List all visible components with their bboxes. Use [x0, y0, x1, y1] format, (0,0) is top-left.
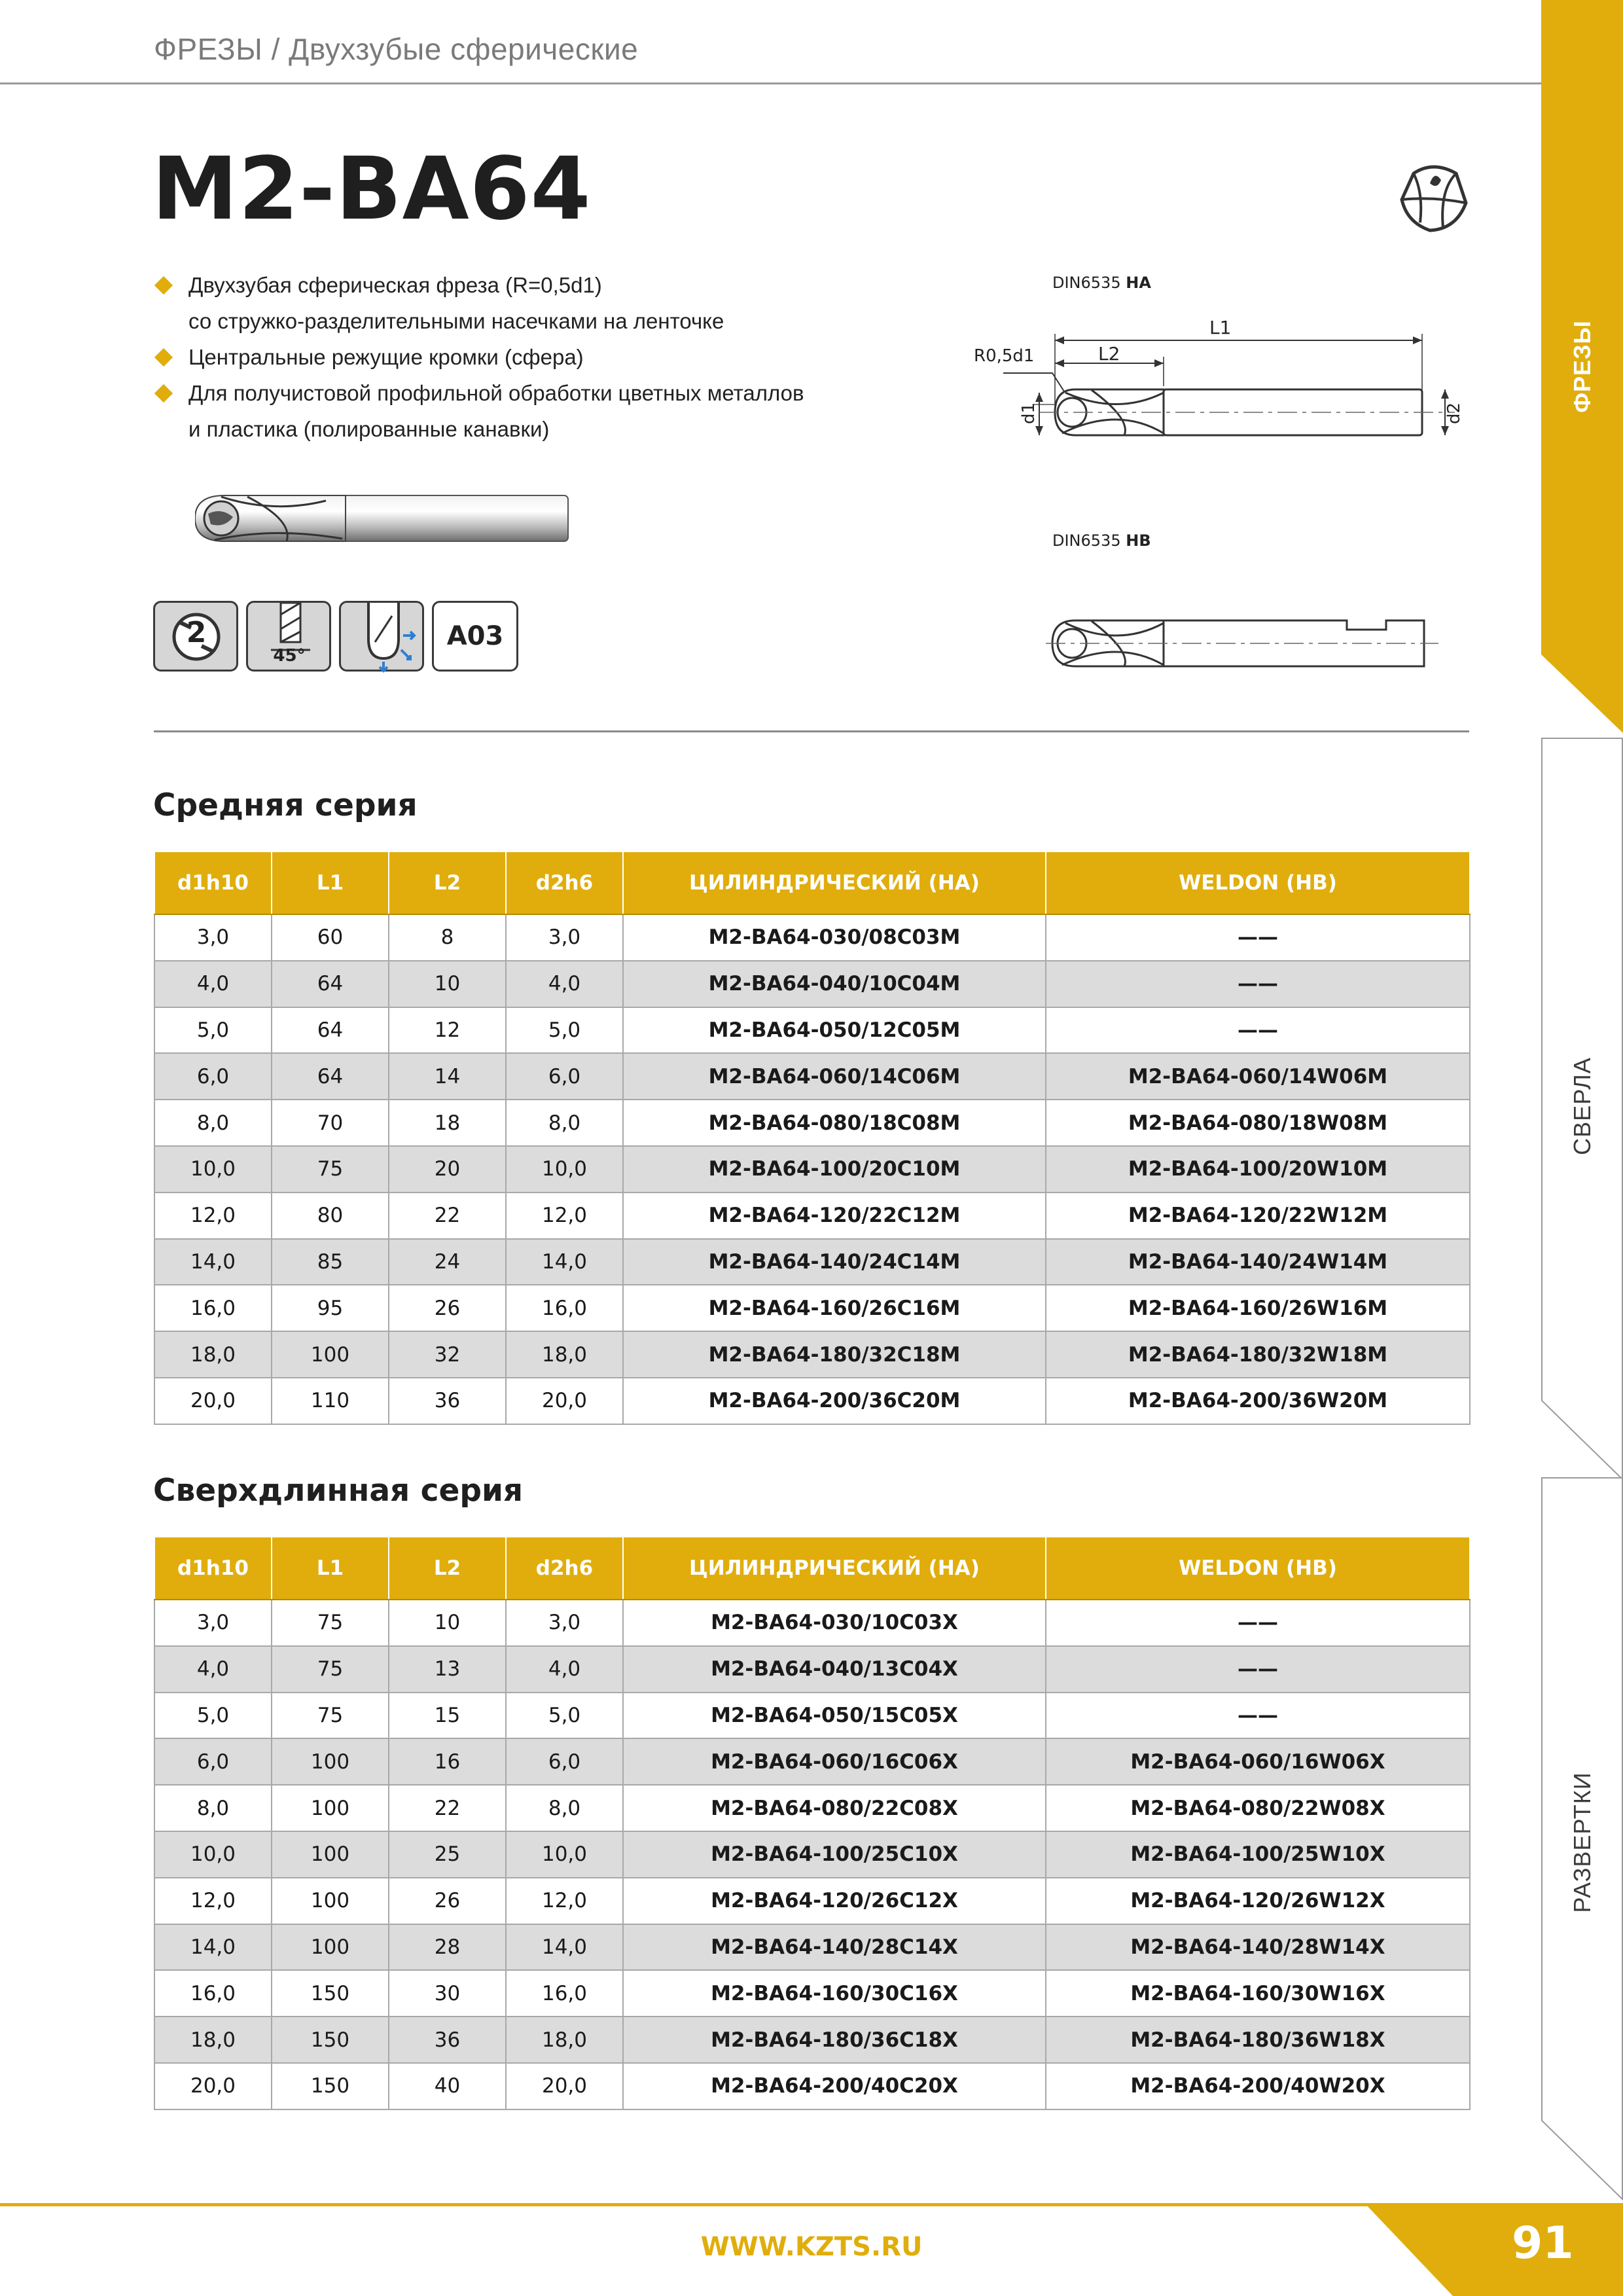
article-code-cell: M2-BA64-060/14C06M: [623, 1053, 1046, 1100]
feature-item: со стружко-разделительными насечками на ленточке: [188, 309, 724, 333]
header-divider: [0, 82, 1541, 84]
dimension-cell: 64: [272, 961, 389, 1007]
tab-label-frezy[interactable]: ФРЕЗЫ: [1568, 320, 1596, 413]
dimension-cell: 28: [389, 1924, 506, 1971]
dimension-cell: 36: [389, 1378, 506, 1424]
column-header: L1: [272, 1537, 389, 1600]
property-badges: [153, 601, 518, 672]
dimension-cell: 4,0: [506, 1646, 623, 1693]
table-row: [154, 1100, 1470, 1146]
dimension-cell: 6,0: [506, 1738, 623, 1785]
article-code-cell: M2-BA64-140/28C14X: [623, 1924, 1046, 1971]
table-row: [154, 1239, 1470, 1285]
extra-long-series-title: Сверхдлинная серия: [153, 1473, 524, 1509]
table-row: [154, 1146, 1470, 1193]
diamond-bullet-icon: [154, 384, 173, 403]
table-row: [154, 914, 1470, 961]
feature-item: Для получистовой профильной обработки цветных металлов: [143, 375, 928, 411]
article-code-cell: M2-BA64-140/24W14M: [1046, 1239, 1470, 1285]
table-row: [154, 1193, 1470, 1239]
table-row: [154, 1970, 1470, 2017]
tab-corner: [1541, 655, 1623, 734]
article-code-cell: M2-BA64-040/10C04M: [623, 961, 1046, 1007]
article-code-cell: M2-BA64-180/36W18X: [1046, 2017, 1470, 2063]
dimension-cell: 16,0: [506, 1970, 623, 2017]
dimension-cell: 85: [272, 1239, 389, 1285]
dimension-cell: 150: [272, 1970, 389, 2017]
article-code-cell: M2-BA64-180/36C18X: [623, 2017, 1046, 2063]
article-code-cell: M2-BA64-060/16W06X: [1046, 1738, 1470, 1785]
dimension-cell: 8,0: [506, 1785, 623, 1831]
dimension-cell: 20,0: [506, 1378, 623, 1424]
dimension-cell: 100: [272, 1331, 389, 1378]
table-header-row: [154, 1537, 1470, 1600]
table-row: [154, 1646, 1470, 1693]
dimension-cell: 14,0: [506, 1924, 623, 1971]
article-code-cell: M2-BA64-100/20C10M: [623, 1146, 1046, 1193]
section-divider: [154, 730, 1469, 732]
article-code-cell: M2-BA64-100/25C10X: [623, 1831, 1046, 1878]
extra-long-series-table: [154, 1536, 1471, 2110]
dimension-cell: 14: [389, 1053, 506, 1100]
dimension-cell: 70: [272, 1100, 389, 1146]
article-code-cell: M2-BA64-160/30C16X: [623, 1970, 1046, 2017]
article-code-cell: M2-BA64-080/22C08X: [623, 1785, 1046, 1831]
dimension-cell: 8,0: [154, 1785, 272, 1831]
table-row: [154, 1924, 1470, 1971]
column-header: d1h10: [154, 852, 272, 914]
tab-label-razvertki[interactable]: РАЗВЕРТКИ: [1568, 1772, 1596, 1913]
table-row: [154, 1831, 1470, 1878]
dimension-cell: 75: [272, 1646, 389, 1693]
dimension-cell: 5,0: [154, 1693, 272, 1739]
dimension-cell: 18,0: [154, 2017, 272, 2063]
dimension-cell: 12,0: [506, 1878, 623, 1924]
article-code-cell: ——: [1046, 961, 1470, 1007]
column-header: WELDON (HB): [1046, 1537, 1470, 1600]
table-row: [154, 1007, 1470, 1054]
dimension-cell: 100: [272, 1785, 389, 1831]
article-code-cell: M2-BA64-160/26W16M: [1046, 1285, 1470, 1331]
dimension-cell: 95: [272, 1285, 389, 1331]
dimension-cell: 4,0: [154, 961, 272, 1007]
dimension-cell: 20,0: [154, 2063, 272, 2109]
table-row: [154, 2017, 1470, 2063]
svg-text:L1: L1: [1209, 317, 1232, 338]
article-code-cell: ——: [1046, 1693, 1470, 1739]
dimension-cell: 6,0: [154, 1738, 272, 1785]
svg-text:R0,5d1: R0,5d1: [974, 346, 1035, 366]
table-row: [154, 1053, 1470, 1100]
article-code-cell: M2-BA64-040/13C04X: [623, 1646, 1046, 1693]
product-title: M2-BA64: [152, 139, 592, 240]
column-header: ЦИЛИНДРИЧЕСКИЙ (HA): [623, 852, 1046, 914]
column-header: ЦИЛИНДРИЧЕСКИЙ (HA): [623, 1537, 1046, 1600]
dimension-cell: 20,0: [506, 2063, 623, 2109]
dimension-cell: 75: [272, 1600, 389, 1646]
page-number: 91: [1512, 2217, 1574, 2269]
dimension-cell: 10: [389, 1600, 506, 1646]
article-code-cell: M2-BA64-050/12C05M: [623, 1007, 1046, 1054]
dimension-cell: 4,0: [154, 1646, 272, 1693]
table-row: [154, 1331, 1470, 1378]
breadcrumb: ФРЕЗЫ / Двухзубые сферические: [154, 32, 639, 66]
dimension-cell: 20,0: [154, 1378, 272, 1424]
website-link[interactable]: WWW.KZTS.RU: [700, 2232, 923, 2262]
dimension-cell: 4,0: [506, 961, 623, 1007]
dimension-cell: 24: [389, 1239, 506, 1285]
dimension-cell: 25: [389, 1831, 506, 1878]
dimension-cell: 3,0: [506, 1600, 623, 1646]
table-row: [154, 1785, 1470, 1831]
dimension-cell: 110: [272, 1378, 389, 1424]
dimension-cell: 64: [272, 1053, 389, 1100]
dimension-cell: 18: [389, 1100, 506, 1146]
table-row: [154, 1378, 1470, 1424]
dimension-cell: 100: [272, 1924, 389, 1971]
svg-text:L2: L2: [1098, 343, 1120, 365]
article-code-cell: M2-BA64-200/36W20M: [1046, 1378, 1470, 1424]
column-header: L2: [389, 852, 506, 914]
article-code-cell: ——: [1046, 914, 1470, 961]
dimension-cell: 8,0: [154, 1100, 272, 1146]
dimension-cell: 3,0: [506, 914, 623, 961]
dimension-cell: 75: [272, 1146, 389, 1193]
article-code-cell: M2-BA64-080/18C08M: [623, 1100, 1046, 1146]
article-code-cell: M2-BA64-160/26C16M: [623, 1285, 1046, 1331]
dimension-cell: 14,0: [154, 1924, 272, 1971]
dimension-cell: 26: [389, 1878, 506, 1924]
article-code-cell: M2-BA64-120/26W12X: [1046, 1878, 1470, 1924]
dimension-cell: 10,0: [506, 1831, 623, 1878]
dimension-cell: 30: [389, 1970, 506, 2017]
dimension-cell: 26: [389, 1285, 506, 1331]
article-code-cell: M2-BA64-120/22W12M: [1046, 1193, 1470, 1239]
diamond-bullet-icon: [154, 348, 173, 367]
article-code-cell: M2-BA64-180/32W18M: [1046, 1331, 1470, 1378]
article-code-cell: M2-BA64-060/16C06X: [623, 1738, 1046, 1785]
medium-series-table: [154, 851, 1471, 1425]
dimension-cell: 5,0: [506, 1007, 623, 1054]
article-code-cell: M2-BA64-100/25W10X: [1046, 1831, 1470, 1878]
table-row: [154, 1285, 1470, 1331]
dimension-cell: 8: [389, 914, 506, 961]
helix-angle: 45°: [273, 646, 306, 666]
flutes-count: 2: [186, 616, 207, 649]
article-code-cell: M2-BA64-050/15C05X: [623, 1693, 1046, 1739]
dimension-cell: 3,0: [154, 1600, 272, 1646]
dimension-cell: 12,0: [154, 1193, 272, 1239]
dimension-cell: 16,0: [506, 1285, 623, 1331]
dimension-cell: 10,0: [506, 1146, 623, 1193]
din-hb-label: DIN6535 HB: [1052, 531, 1151, 550]
dimension-cell: 16: [389, 1738, 506, 1785]
article-code-cell: M2-BA64-080/18W08M: [1046, 1100, 1470, 1146]
helix-angle-badge: [246, 601, 331, 672]
article-code-cell: M2-BA64-080/22W08X: [1046, 1785, 1470, 1831]
article-code-cell: M2-BA64-140/28W14X: [1046, 1924, 1470, 1971]
article-code-cell: M2-BA64-030/08C03M: [623, 914, 1046, 961]
dimension-cell: 18,0: [154, 1331, 272, 1378]
dimension-cell: 16,0: [154, 1285, 272, 1331]
dimension-cell: 150: [272, 2063, 389, 2109]
column-header: d2h6: [506, 852, 623, 914]
center-cutting-badge: [339, 601, 424, 672]
article-code-cell: M2-BA64-100/20W10M: [1046, 1146, 1470, 1193]
medium-series-title: Средняя серия: [153, 787, 418, 823]
ball-nose-icon: [1394, 157, 1472, 236]
dimension-cell: 5,0: [154, 1007, 272, 1054]
din-ha-label: DIN6535 HA: [1052, 274, 1151, 292]
dimension-cell: 15: [389, 1693, 506, 1739]
article-code-cell: M2-BA64-200/40C20X: [623, 2063, 1046, 2109]
table-row: [154, 1693, 1470, 1739]
svg-text:d1: d1: [1019, 402, 1039, 424]
dimension-cell: 100: [272, 1831, 389, 1878]
table-row: [154, 1600, 1470, 1646]
dimension-cell: 100: [272, 1738, 389, 1785]
ha-dimension-drawing: [967, 308, 1471, 458]
feature-list: [143, 267, 928, 447]
article-code-cell: M2-BA64-160/30W16X: [1046, 1970, 1470, 2017]
dimension-cell: 36: [389, 2017, 506, 2063]
dimension-cell: 40: [389, 2063, 506, 2109]
dimension-cell: 20: [389, 1146, 506, 1193]
footer-divider: [0, 2203, 1541, 2206]
dimension-cell: 12,0: [506, 1193, 623, 1239]
article-code-cell: ——: [1046, 1646, 1470, 1693]
article-code-cell: ——: [1046, 1600, 1470, 1646]
dimension-cell: 60: [272, 914, 389, 961]
feature-item: Двухзубая сферическая фреза (R=0,5d1): [143, 267, 928, 303]
article-code-cell: ——: [1046, 1007, 1470, 1054]
dimension-cell: 75: [272, 1693, 389, 1739]
article-code-cell: M2-BA64-200/40W20X: [1046, 2063, 1470, 2109]
table-row: [154, 961, 1470, 1007]
feature-item: и пластика (полированные канавки): [188, 417, 550, 441]
article-code-cell: M2-BA64-140/24C14M: [623, 1239, 1046, 1285]
article-code-cell: M2-BA64-120/26C12X: [623, 1878, 1046, 1924]
dimension-cell: 3,0: [154, 914, 272, 961]
dimension-cell: 100: [272, 1878, 389, 1924]
column-header: L1: [272, 852, 389, 914]
table-header-row: [154, 852, 1470, 914]
dimension-cell: 80: [272, 1193, 389, 1239]
dimension-cell: 18,0: [506, 1331, 623, 1378]
article-code-cell: M2-BA64-180/32C18M: [623, 1331, 1046, 1378]
hb-weldon-drawing: [1046, 615, 1471, 674]
dimension-cell: 8,0: [506, 1100, 623, 1146]
dimension-cell: 5,0: [506, 1693, 623, 1739]
dimension-cell: 18,0: [506, 2017, 623, 2063]
dimension-cell: 22: [389, 1193, 506, 1239]
dimension-cell: 32: [389, 1331, 506, 1378]
dimension-cell: 14,0: [506, 1239, 623, 1285]
article-code-cell: M2-BA64-060/14W06M: [1046, 1053, 1470, 1100]
dimension-cell: 12: [389, 1007, 506, 1054]
dimension-cell: 12,0: [154, 1878, 272, 1924]
dimension-cell: 150: [272, 2017, 389, 2063]
dimension-cell: 64: [272, 1007, 389, 1054]
dimension-cell: 16,0: [154, 1970, 272, 2017]
feature-item: Центральные режущие кромки (сфера): [143, 339, 928, 375]
coating-code-badge: A03: [432, 601, 518, 672]
dimension-cell: 22: [389, 1785, 506, 1831]
article-code-cell: M2-BA64-030/10C03X: [623, 1600, 1046, 1646]
flutes-badge: [153, 601, 238, 672]
article-code-cell: M2-BA64-120/22C12M: [623, 1193, 1046, 1239]
column-header: d2h6: [506, 1537, 623, 1600]
article-code-cell: M2-BA64-200/36C20M: [623, 1378, 1046, 1424]
dimension-cell: 6,0: [506, 1053, 623, 1100]
tab-label-sverla[interactable]: СВЕРЛА: [1568, 1057, 1596, 1155]
dimension-cell: 10,0: [154, 1831, 272, 1878]
table-row: [154, 1878, 1470, 1924]
column-header: WELDON (HB): [1046, 852, 1470, 914]
dimension-cell: 6,0: [154, 1053, 272, 1100]
section-tabs: [1541, 0, 1623, 2296]
table-row: [154, 1738, 1470, 1785]
dimension-cell: 10: [389, 961, 506, 1007]
diamond-bullet-icon: [154, 276, 173, 295]
dimension-cell: 13: [389, 1646, 506, 1693]
column-header: L2: [389, 1537, 506, 1600]
column-header: d1h10: [154, 1537, 272, 1600]
dimension-cell: 14,0: [154, 1239, 272, 1285]
table-row: [154, 2063, 1470, 2109]
dimension-cell: 10,0: [154, 1146, 272, 1193]
tool-photo: [195, 488, 571, 550]
svg-text:d2: d2: [1444, 402, 1464, 424]
